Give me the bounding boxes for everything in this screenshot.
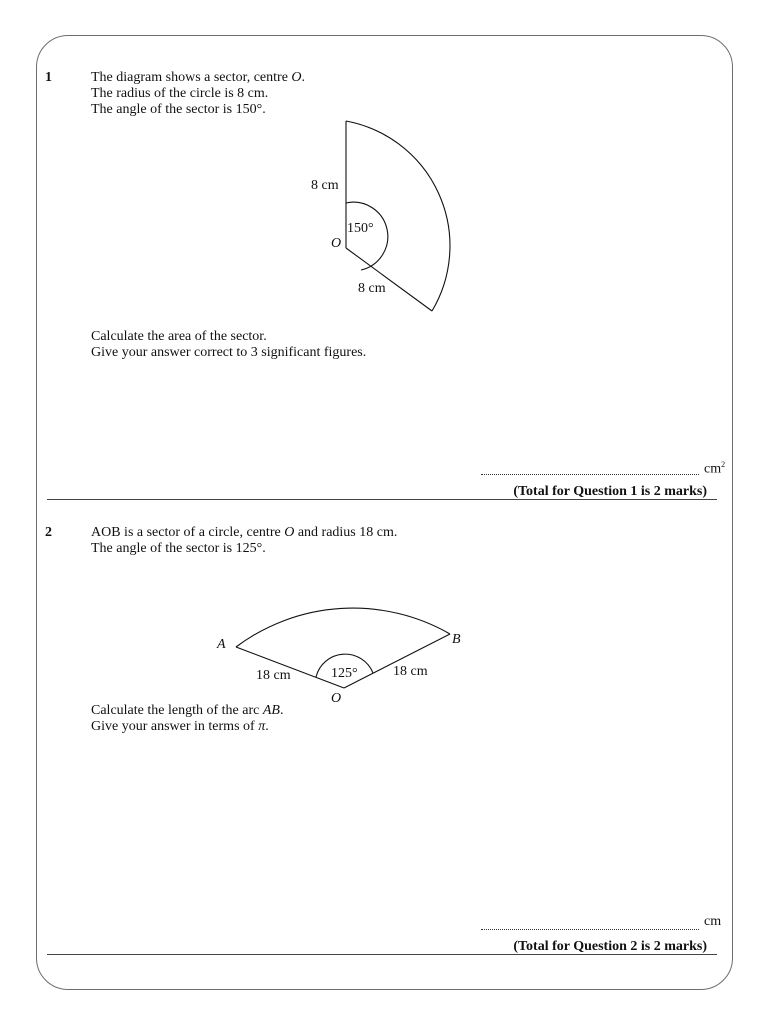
question-1-task: Calculate the area of the sector. — [91, 329, 267, 344]
sector-2-angle-label: 125° — [331, 666, 358, 681]
sector-2-label-b: B — [452, 632, 461, 647]
question-1-angle-text: The angle of the sector is 150°. — [91, 102, 266, 117]
question-2-instruction: Give your answer in terms of π. — [91, 719, 269, 734]
sector-1-bottom-radius-label: 8 cm — [358, 281, 386, 296]
sector-2-label-o: O — [331, 691, 342, 706]
sector-2-radius-ob — [344, 634, 450, 688]
question-2-number: 2 — [45, 525, 52, 540]
question-1-radius-text: The radius of the circle is 8 cm. — [91, 86, 269, 101]
sector-1-angle-arc — [346, 202, 388, 270]
question-2-divider — [47, 954, 717, 955]
question-2-answer-line[interactable] — [481, 929, 699, 930]
question-2-total-marks: (Total for Question 2 is 2 marks) — [513, 939, 707, 954]
sector-2-arc-ab — [236, 608, 450, 647]
question-1-divider — [47, 499, 717, 500]
question-1-total-marks: (Total for Question 1 is 2 marks) — [513, 484, 707, 499]
sector-1-top-radius-label: 8 cm — [311, 178, 339, 193]
question-2-answer-unit: cm — [704, 914, 722, 929]
sector-1-radius-diagonal — [346, 248, 432, 311]
question-1-number: 1 — [45, 70, 52, 85]
sector-1-centre-label: O — [331, 236, 342, 251]
sector-1-angle-label: 150° — [347, 221, 374, 236]
question-2-angle-text: The angle of the sector is 125°. — [91, 541, 266, 556]
question-1-answer-line[interactable] — [481, 474, 699, 475]
question-1-answer-unit: $cm^2$ — [704, 460, 726, 477]
sector-2-label-a: A — [217, 637, 226, 652]
question-2-task: Calculate the length of the arc AB. — [91, 703, 284, 718]
question-2-intro: AOB is a sector of a circle, centre O and radius 18 cm. — [91, 525, 398, 540]
question-1-intro: The diagram shows a sector, centre O. — [91, 70, 306, 85]
question-1-instruction: Give your answer correct to 3 significant figures. — [91, 345, 367, 360]
sector-2-left-radius-label: 18 cm — [256, 668, 291, 683]
sector-2-right-radius-label: 18 cm — [393, 664, 428, 679]
